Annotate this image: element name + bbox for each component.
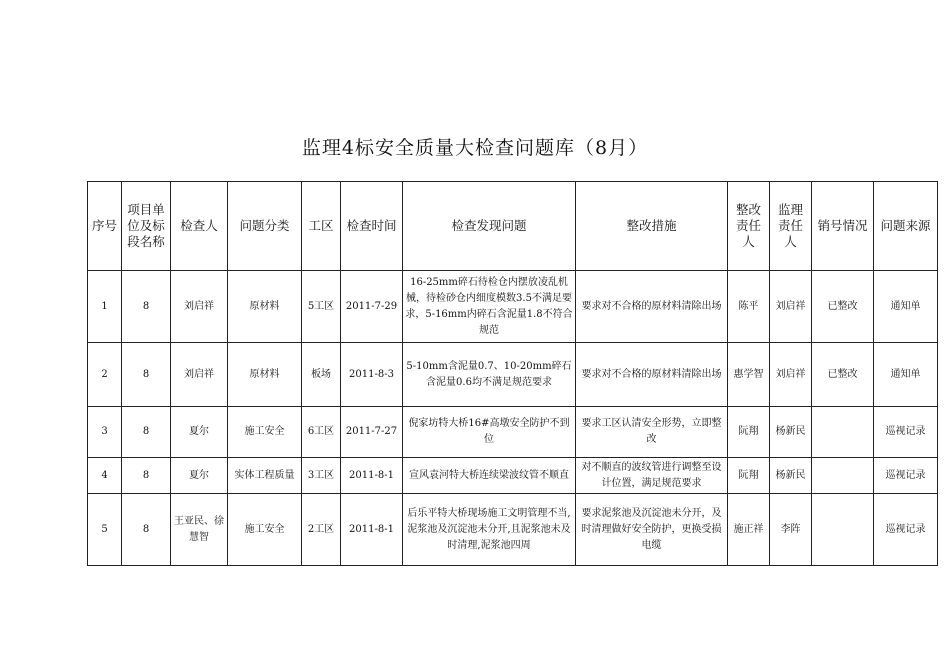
- cell-status: 已整改: [812, 271, 874, 343]
- cell-source: 通知单: [874, 271, 938, 343]
- cell-unit: 8: [122, 458, 171, 494]
- cell-unit: 8: [122, 343, 171, 407]
- header-unit: 项目单位及标段名称: [122, 182, 171, 271]
- cell-category: 施工安全: [228, 407, 302, 458]
- page-title: 监理4标安全质量大检查问题库（8月）: [301, 137, 649, 159]
- cell-measure: 要求泥浆池及沉淀池未分开，及时清理做好安全防护，更换受损电缆: [576, 494, 728, 566]
- cell-seq: 4: [88, 458, 122, 494]
- cell-time: 2011-8-1: [341, 458, 403, 494]
- cell-supervisor: 刘启祥: [770, 343, 812, 407]
- cell-supervisor: 杨新民: [770, 458, 812, 494]
- cell-measure: 要求工区认清安全形势，立即整改: [576, 407, 728, 458]
- cell-area: 2工区: [302, 494, 341, 566]
- cell-category: 实体工程质量: [228, 458, 302, 494]
- cell-measure: 要求对不合格的原材料清除出场: [576, 271, 728, 343]
- header-category: 问题分类: [228, 182, 302, 271]
- cell-responsible: 陈平: [728, 271, 770, 343]
- cell-area: 6工区: [302, 407, 341, 458]
- cell-inspector: 刘启祥: [171, 343, 228, 407]
- cell-finding: 5-10mm含泥量0.7、10-20mm碎石含泥量0.6均不满足规范要求: [403, 343, 576, 407]
- table-row: [88, 458, 938, 494]
- header-area: 工区: [302, 182, 341, 271]
- table-row: [88, 494, 938, 566]
- cell-category: 原材料: [228, 271, 302, 343]
- cell-time: 2011-8-1: [341, 494, 403, 566]
- cell-time: 2011-8-3: [341, 343, 403, 407]
- cell-time: 2011-7-27: [341, 407, 403, 458]
- cell-supervisor: 杨新民: [770, 407, 812, 458]
- header-responsible: 整改责任人: [728, 182, 770, 271]
- cell-finding: 后乐平特大桥现场施工文明管理不当,泥浆池及沉淀池未分开,且泥浆池未及时清理,泥浆池四周: [403, 494, 576, 566]
- cell-seq: 1: [88, 271, 122, 343]
- cell-responsible: 阮翔: [728, 407, 770, 458]
- table-row: [88, 343, 938, 407]
- cell-area: 板场: [302, 343, 341, 407]
- cell-area: 3工区: [302, 458, 341, 494]
- cell-source: 巡视记录: [874, 458, 938, 494]
- table-row: [88, 271, 938, 343]
- cell-supervisor: 刘启祥: [770, 271, 812, 343]
- cell-category: 施工安全: [228, 494, 302, 566]
- cell-supervisor: 李阵: [770, 494, 812, 566]
- cell-responsible: 施正祥: [728, 494, 770, 566]
- cell-status: [812, 407, 874, 458]
- cell-seq: 2: [88, 343, 122, 407]
- header-finding: 检查发现问题: [403, 182, 576, 271]
- cell-status: [812, 458, 874, 494]
- cell-finding: 16-25mm碎石待检仓内摆放凌乱机械，待检砂仓内细度模数3.5不满足要求，5-16mm内碎石含泥量1.8不符合规范: [403, 271, 576, 343]
- cell-inspector: 夏尔: [171, 458, 228, 494]
- cell-unit: 8: [122, 271, 171, 343]
- cell-status: 已整改: [812, 343, 874, 407]
- cell-source: 巡视记录: [874, 494, 938, 566]
- cell-unit: 8: [122, 494, 171, 566]
- cell-source: 通知单: [874, 343, 938, 407]
- header-measure: 整改措施: [576, 182, 728, 271]
- cell-area: 5工区: [302, 271, 341, 343]
- cell-measure: 对不顺直的波纹管进行调整至设计位置，满足规范要求: [576, 458, 728, 494]
- cell-inspector: 刘启祥: [171, 271, 228, 343]
- cell-unit: 8: [122, 407, 171, 458]
- cell-finding: 宣风袁河特大桥连续梁波纹管不顺直: [403, 458, 576, 494]
- header-seq: 序号: [88, 182, 122, 271]
- cell-responsible: 惠学智: [728, 343, 770, 407]
- cell-measure: 要求对不合格的原材料清除出场: [576, 343, 728, 407]
- table-header-row: [88, 182, 938, 271]
- cell-source: 巡视记录: [874, 407, 938, 458]
- cell-seq: 5: [88, 494, 122, 566]
- cell-seq: 3: [88, 407, 122, 458]
- cell-inspector: 王亚民、徐慧智: [171, 494, 228, 566]
- header-source: 问题来源: [874, 182, 938, 271]
- cell-time: 2011-7-29: [341, 271, 403, 343]
- cell-finding: 倪家坊特大桥16#高墩安全防护不到位: [403, 407, 576, 458]
- header-supervisor: 监理责任人: [770, 182, 812, 271]
- cell-status: [812, 494, 874, 566]
- header-status: 销号情况: [812, 182, 874, 271]
- issue-table: [87, 181, 938, 566]
- table-row: [88, 407, 938, 458]
- cell-inspector: 夏尔: [171, 407, 228, 458]
- header-inspector: 检查人: [171, 182, 228, 271]
- header-time: 检查时间: [341, 182, 403, 271]
- cell-category: 原材料: [228, 343, 302, 407]
- cell-responsible: 阮翔: [728, 458, 770, 494]
